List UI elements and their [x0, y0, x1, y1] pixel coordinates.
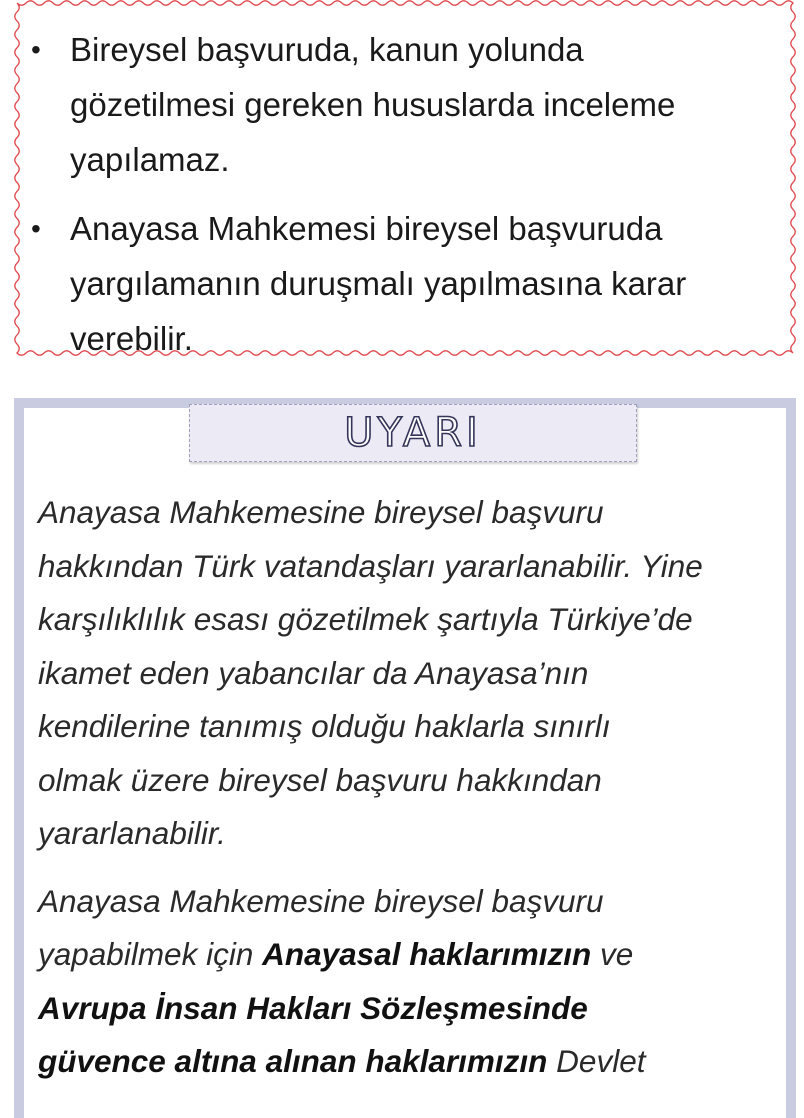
bullet-line: gözetilmesi gereken hususlarda inceleme	[70, 86, 676, 123]
warning-paragraph-2	[38, 875, 798, 1089]
warning-paragraph-1	[38, 486, 798, 861]
warning-text-run: Devlet	[547, 1043, 646, 1079]
warning-title: UYARI	[344, 410, 482, 456]
warning-line: Anayasa Mahkemesine bireysel başvuru	[38, 494, 604, 530]
bullet-line: yargılamanın duruşmalı yapılmasına karar	[70, 265, 687, 302]
warning-bold-text: güvence altına alınan haklarımızın	[38, 1043, 548, 1079]
warning-line: hakkından Türk vatandaşları yararlanabilir. Yine	[38, 547, 703, 584]
bullet-dot-icon: •	[31, 213, 41, 244]
warning-text-run: yapabilmek için	[38, 936, 263, 972]
warning-box	[14, 398, 796, 1118]
warning-line: kendilerine tanımış olduğu haklarla sınırlı	[38, 708, 611, 744]
warning-title-tab	[189, 404, 637, 462]
warning-line: olmak üzere bireysel başvuru hakkından	[38, 761, 602, 798]
warning-line: karşılıklılık esası gözetilmek şartıyla Türkiye’de	[38, 601, 693, 637]
warning-line: ikamet eden yabancılar da Anayasa’nın	[38, 654, 589, 691]
warning-bold-text: Anayasal haklarımızın	[262, 936, 592, 972]
bullet-line: Bireysel başvuruda, kanun yolunda	[70, 31, 584, 68]
warning-text	[38, 486, 798, 1089]
bullet-line: verebilir.	[70, 320, 193, 357]
warning-line: yararlanabilir.	[38, 815, 226, 851]
bullet-line: Anayasa Mahkemesi bireysel başvuruda	[70, 210, 663, 247]
warning-line	[38, 928, 798, 982]
bullet-line: yapılamaz.	[70, 141, 230, 178]
warning-text-run: ve	[591, 936, 634, 972]
note-bullet-item	[14, 22, 796, 187]
note-box	[14, 0, 796, 356]
bullet-dot-icon: •	[31, 34, 41, 65]
note-bullet-list	[14, 22, 796, 366]
warning-line: Anayasa Mahkemesine bireysel başvuru	[38, 882, 604, 919]
note-bullet-item	[14, 201, 796, 366]
warning-line	[38, 1035, 798, 1089]
warning-bold-text: Avrupa İnsan Hakları Sözleşmesinde	[38, 989, 588, 1026]
